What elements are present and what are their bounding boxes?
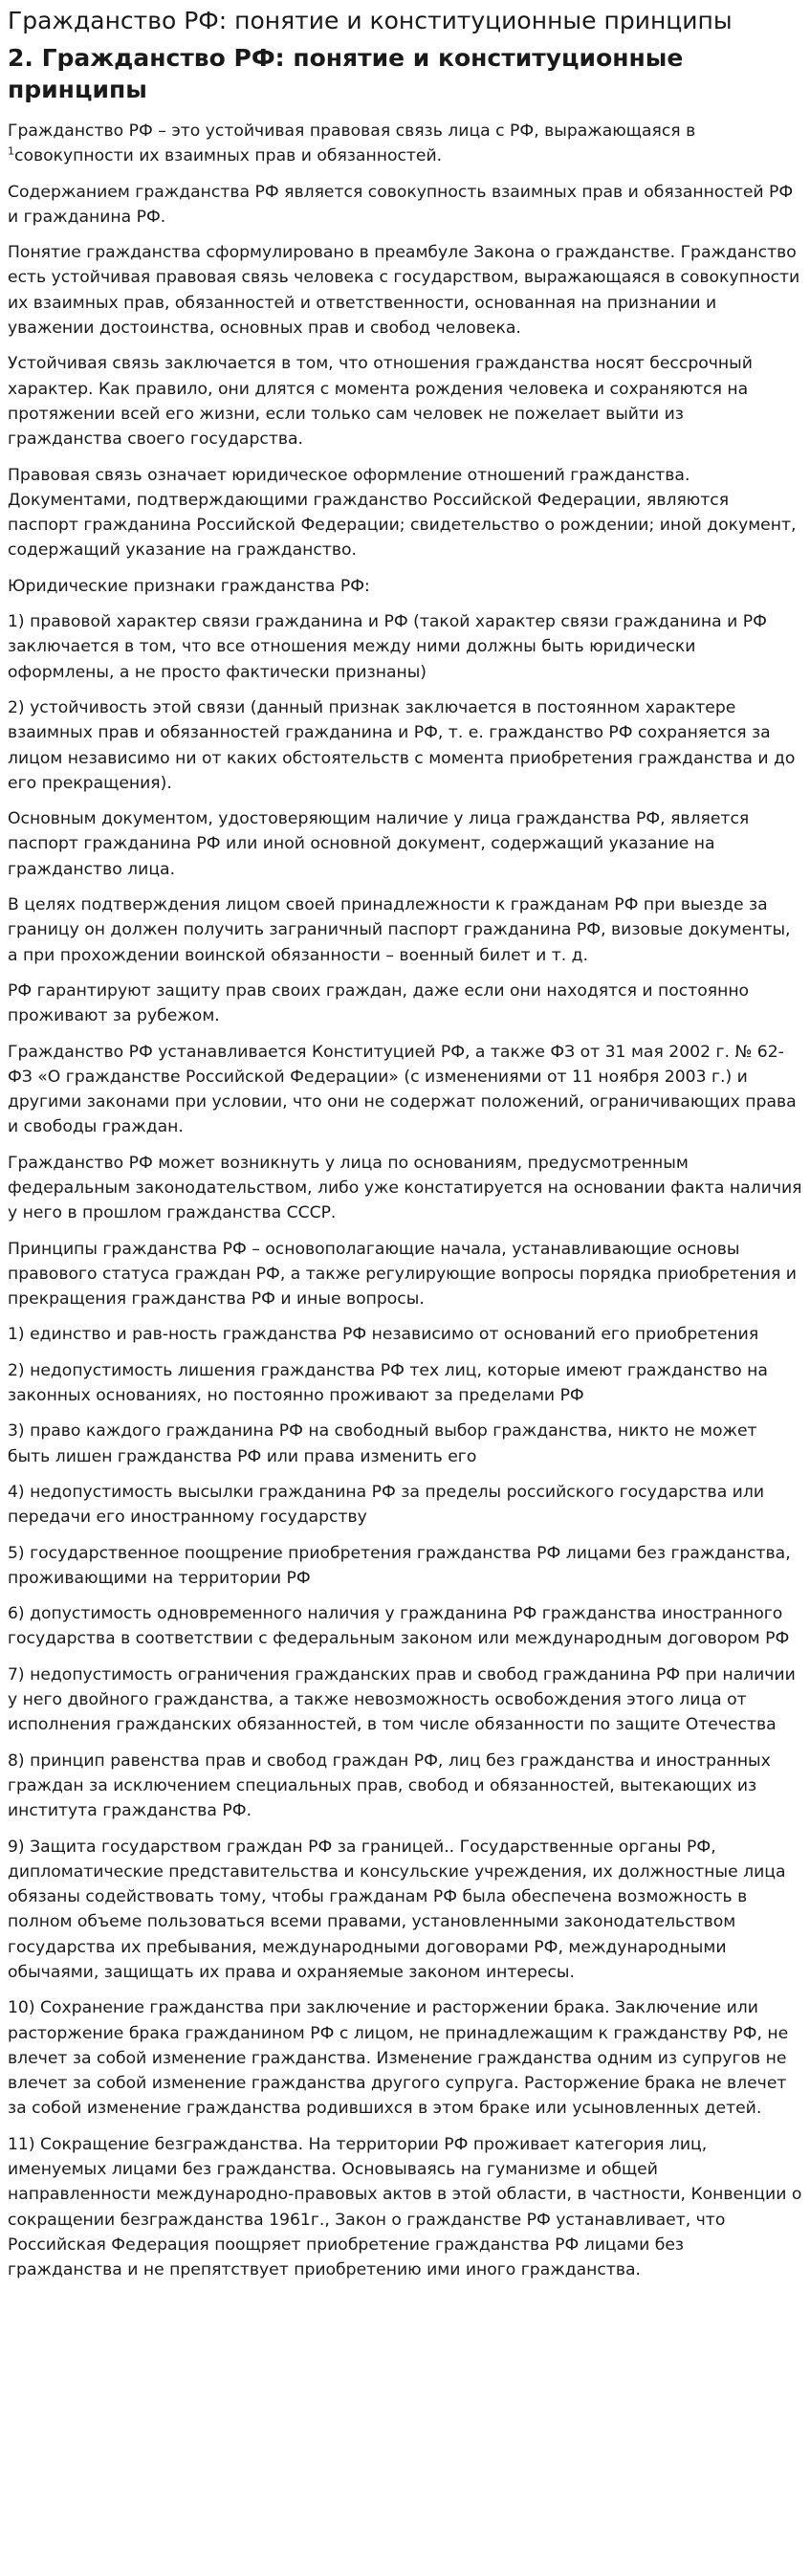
paragraph-legal-features-heading: Юридические признаки гражданства РФ: bbox=[8, 576, 370, 596]
paragraph-stable-connection: Устойчивая связь заключается в том, что отношения гражданства носят бессрочный характер. Как правило, они длятся с момента рождения человека и сохраняются на протяжении всей его жизни, если только сам человек не пожелает выйти из гражданства своего государства. bbox=[8, 354, 753, 450]
list-item-principle-2: 2) недопустимость лишения гражданства РФ тех лиц, которые имеют гражданство на законных основаниях, но постоянно проживают за пределами РФ bbox=[8, 1360, 768, 1406]
list-item-principle-7: 7) недопустимость ограничения гражданских прав и свобод гражданина РФ при наличии у него двойного гражданства, а также невозможность освобождения этого лица от исполнения гражданских обязанностей, в том числе обязанности по защите Отечества bbox=[8, 1664, 796, 1735]
list-item-feature-2: 2) устойчивость этой связи (данный признак заключается в постоянном характере взаимных прав и обязанностей гражданина и РФ, т. е. гражданство РФ сохраняется за лицом независимо ни от каких обстоятельств с момента приобретения гражданства и до его прекращения). bbox=[8, 697, 796, 793]
page-title: Гражданство РФ: понятие и конституционные принципы bbox=[8, 7, 733, 34]
list-item-principle-6: 6) допустимость одновременного наличия у гражданина РФ гражданства иностранного государства в соответствии с федеральным законом или международным договором РФ bbox=[8, 1604, 790, 1649]
list-item-principle-3: 3) право каждого гражданина РФ на свободный выбор гражданства, никто не может быть лишен гражданства РФ или права изменить его bbox=[8, 1421, 757, 1466]
paragraph-origin: Гражданство РФ может возникнуть у лица по основаниям, предусмотренным федеральным законодательством, либо уже констатируется на основании факта наличия у него в прошлом гражданства СССР. bbox=[8, 1153, 802, 1223]
footnote-marker: 1 bbox=[8, 144, 14, 158]
paragraph-protection: РФ гарантируют защиту прав своих граждан, даже если они находятся и постоянно проживают за рубежом. bbox=[8, 980, 750, 1026]
intro-text-end: совокупности их взаимных прав и обязанностей. bbox=[14, 146, 443, 166]
section-heading: 2. Гражданство РФ: понятие и конституционные принципы bbox=[8, 44, 684, 103]
list-item-principle-11: 11) Сокращение безгражданства. На территории РФ проживает категория лиц, именуемых лицами без гражданства. Основываясь на гуманизме и общей направленности международно-правовых актов в этой области, в частности, Конвенции о сокращении безгражданства 1961г., Закон о гражданстве РФ устанавливает, что Российская Федерация поощряет приобретение гражданства РФ лицами без гражданства и не препятствует приобретению ими иного гражданства. bbox=[8, 2134, 802, 2280]
paragraph-legal-basis: Гражданство РФ устанавливается Конституцией РФ, а также ФЗ от 31 мая 2002 г. № 62-ФЗ «О гражданстве Российской Федерации» (с изменениями от 11 ноября 2003 г.) и другими законами при условии, что они не содержат положений, ограничивающих права и свободы граждан. bbox=[8, 1042, 797, 1137]
intro-paragraph bbox=[8, 119, 802, 169]
paragraph-concept: Понятие гражданства сформулировано в преамбуле Закона о гражданстве. Гражданство есть устойчивая правовая связь человека с государством, выражающаяся в совокупности их взаимных прав, обязанностей и ответственности, основанная на признании и уважении достоинства, основных прав и свобод человека. bbox=[8, 243, 800, 339]
list-item-principle-4: 4) недопустимость высылки гражданина РФ за пределы российского государства или передачи его иностранному государству bbox=[8, 1482, 765, 1528]
list-item-feature-1: 1) правовой характер связи гражданина и РФ (такой характер связи гражданина и РФ заключается в том, что все отношения между ними должны быть юридически оформлены, а не просто фактически признаны) bbox=[8, 612, 767, 682]
list-item-principle-10: 10) Сохранение гражданства при заключение и расторжении брака. Заключение или расторжение брака гражданином РФ с лицом, не принадлежащим к гражданству РФ, не влечет за собой изменение гражданства. Изменение гражданства одним из супругов не влечет за собой изменение гражданства другого супруга. Расторжение брака не влечет за собой изменение гражданства родившихся в этом браке или усыновленных детей. bbox=[8, 1998, 789, 2119]
paragraph-principles-intro: Принципы гражданства РФ – основополагающие начала, устанавливающие основы правового статуса граждан РФ, а также регулирующие вопросы порядка приобретения и прекращения гражданства РФ и иные вопросы. bbox=[8, 1239, 797, 1310]
paragraph-legal-connection: Правовая связь означает юридическое оформление отношений гражданства. Документами, подтверждающими гражданство Российской Федерации, являются паспорт гражданина Российской Федерации; свидетельство о рождении; иной документ, содержащий указание на гражданство. bbox=[8, 465, 797, 561]
paragraph-travel-documents: В целях подтверждения лицом своей принадлежности к гражданам РФ при выезде за границу он должен получить заграничный паспорт гражданина РФ, визовые документы, а при прохождении воинской обязанности – военный билет и т. д. bbox=[8, 895, 791, 965]
list-item-principle-9: 9) Защита государством граждан РФ за границей.. Государственные органы РФ, дипломатические представительства и консульские учреждения, их должностные лица обязаны содействовать тому, чтобы гражданам РФ была обеспечена возможность в полном объеме пользоваться всеми правами, установленными законодательством государства их пребывания, международными договорами РФ, международными обычаями, защищать их права и охраняемые законом интересы. bbox=[8, 1837, 786, 1982]
paragraph-main-document: Основным документом, удостоверяющим наличие у лица гражданства РФ, является паспорт гражданина РФ или иной основной документ, содержащий указание на гражданство лица. bbox=[8, 809, 750, 879]
intro-text-start: Гражданство РФ – это устойчивая правовая связь лица с РФ, выражающаяся в bbox=[8, 121, 696, 141]
list-item-principle-1: 1) единство и рав-ность гражданства РФ независимо от оснований его приобретения bbox=[8, 1325, 759, 1345]
list-item-principle-8: 8) принцип равенства прав и свобод граждан РФ, лиц без гражданства и иностранных граждан за исключением специальных прав, свобод и обязанностей, вытекающих из института гражданства РФ. bbox=[8, 1750, 771, 1821]
paragraph-content-definition: Содержанием гражданства РФ является совокупность взаимных прав и обязанностей РФ и гражданина РФ. bbox=[8, 182, 794, 227]
list-item-principle-5: 5) государственное поощрение приобретения гражданства РФ лицами без гражданства, проживающими на территории РФ bbox=[8, 1543, 791, 1588]
